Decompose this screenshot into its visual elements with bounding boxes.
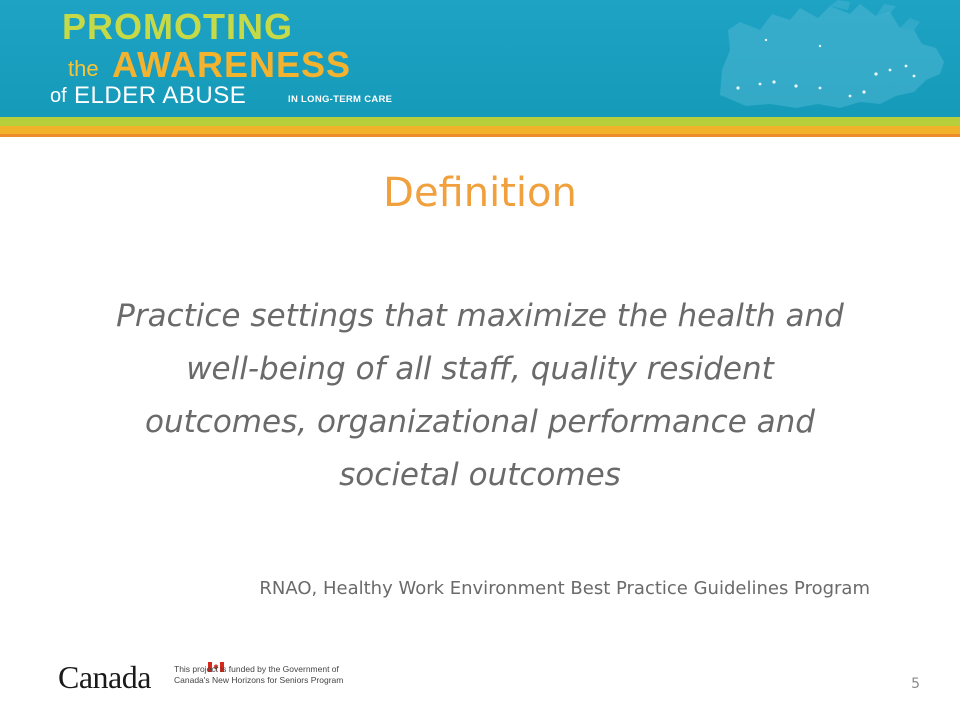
definition-line: societal outcomes (339, 457, 621, 493)
header-stripe-yellow (0, 126, 960, 134)
logo-of: of (50, 85, 67, 107)
canada-map-icon (700, 0, 960, 117)
header-banner (0, 0, 960, 117)
funding-line: Canada's New Horizons for Seniors Program (174, 675, 344, 685)
definition-line: well-being of all staff, quality resident (186, 351, 774, 387)
logo-elder-abuse: ELDER ABUSE (74, 82, 247, 109)
header-stripe-orange (0, 134, 960, 137)
definition-line: outcomes, organizational performance and (145, 404, 815, 440)
slide-title: Definition (383, 170, 577, 216)
funding-statement (174, 664, 394, 686)
definition-line: Practice settings that maximize the health and (116, 298, 844, 334)
header-stripe-green (0, 117, 960, 126)
page-number: 5 (911, 676, 920, 692)
source-citation: RNAO, Healthy Work Environment Best Practice Guidelines Program (259, 578, 870, 599)
logo-long-term-care: IN LONG-TERM CARE (288, 94, 393, 105)
definition-text (50, 290, 910, 502)
logo-promoting: PROMOTING (62, 6, 293, 47)
funding-line: This project is funded by the Government of (174, 664, 339, 674)
canada-wordmark: Canada (58, 659, 151, 695)
logo-the: the (68, 56, 99, 81)
logo-awareness: AWARENESS (112, 44, 352, 85)
